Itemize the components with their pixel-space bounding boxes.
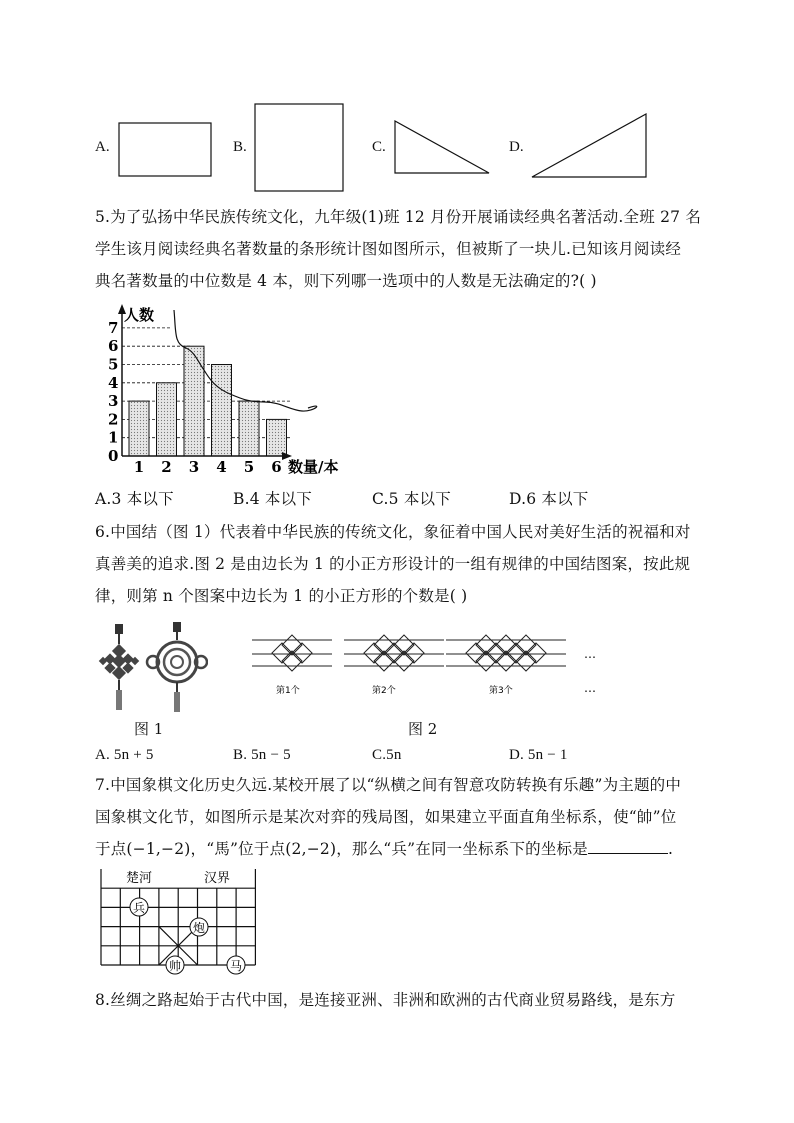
bar-5 [239,401,259,456]
y-tick-labels [108,319,118,465]
pattern-1 [252,635,332,671]
ellipsis-2: … [584,681,596,695]
q5-option-a: A.3 本以下 [95,490,174,508]
svg-text:马: 马 [229,959,243,973]
y-tick-7: 7 [108,318,119,337]
question-7-line-1: 7.中国象棋文化历史久远.某校开展了以“纵横之间有智意攻防转换有乐趣”为主题的中 [95,776,682,794]
ellipsis-1: … [584,647,596,661]
x-tick-5: 5 [243,458,255,476]
y-tick-6: 6 [108,337,119,356]
diamond [292,643,312,663]
option-d-triangle [528,111,653,181]
diamond-upper [496,635,516,655]
question-5-text [95,204,701,295]
y-tick-4: 4 [108,373,119,392]
piece-ma [227,956,245,974]
x-tick-6: 6 [271,458,282,476]
option-a-label: A. [95,139,110,155]
board-grid [101,869,255,965]
bar-2 [157,383,177,456]
question-7-line-3 [95,836,681,863]
y-axis-label: 人数 [124,306,155,324]
q5-option-b: B.4 本以下 [233,490,313,508]
river-left-label: 楚河 [126,871,153,886]
diamond-upper [476,635,496,655]
answer-blank[interactable] [588,839,668,854]
figure-2-patterns [246,628,626,703]
x-tick-labels [134,458,282,476]
question-7-line-3-text: 于点(−1,−2)，“馬”位于点(2,−2)，那么“兵”在同一坐标系下的坐标是 [95,840,588,858]
diamond-upper [282,635,302,655]
x-axis-label: 数量/本 [288,458,339,476]
option-b-label: B. [233,139,247,155]
knot-1-icon [99,624,139,710]
diamond [272,643,292,663]
diamond [506,643,526,663]
y-tick-1: 1 [108,428,119,447]
piece-bing [130,898,148,916]
q5-option-d: D.6 本以下 [509,490,589,508]
question-8-line-1: 8.丝绸之路起始于古代中国，是连接亚洲、非洲和欧洲的古代商业贸易路线，是东方 [95,991,676,1009]
figure-1-label: 图 1 [134,720,164,738]
option-b-square [254,103,346,195]
question-7-text [95,772,681,863]
bar-6 [267,419,287,456]
question-6-line-1: 6.中国结（图 1）代表着中华民族的传统文化，象征着中国人民对美好生活的祝福和对 [95,523,691,541]
piece-shuai [166,956,184,974]
option-c-label: C. [372,139,386,155]
figure-2-label: 图 2 [408,720,438,738]
question-7-line-2: 国象棋文化节，如图所示是某次对弈的残局图，如果建立平面直角坐标系，使“帥”位 [95,808,677,826]
option-c-triangle [393,119,493,177]
diamond-upper [516,635,536,655]
x-tick-3: 3 [188,458,200,476]
river-right-label: 汉界 [204,871,231,886]
question-6-text [95,519,691,610]
y-tick-5: 5 [108,355,119,374]
question-5-line-1: 5.为了弘扬中华民族传统文化，九年级(1)班 12 月份开展诵读经典名著活动.全班 27 名 [95,208,702,226]
bar-3 [184,346,204,456]
question-7-line-3-end: . [667,840,674,858]
diamond [384,643,404,663]
svg-text:帅: 帅 [168,959,182,973]
pattern-3 [446,635,566,671]
y-tick-2: 2 [108,410,119,429]
figure-1-chinese-knots [98,622,208,714]
diamond [364,643,384,663]
option-d-label: D. [509,139,524,155]
diamond-upper [374,635,394,655]
diamond [486,643,506,663]
q6-option-c: C.5n [372,747,402,763]
q6-option-a: A. 5n + 5 [95,747,154,763]
x-tick-2: 2 [161,458,172,476]
question-5-line-3: 典名著数量的中位数是 4 本，则下列哪一选项中的人数是无法确定的?( ) [95,272,597,290]
bar-1 [129,401,149,456]
x-tick-4: 4 [216,458,227,476]
pattern-3-label: 第3个 [489,686,513,696]
question-6-line-2: 真善美的追求.图 2 是由边长为 1 的小正方形设计的一组有规律的中国结图案，按此规 [95,555,691,573]
knot-2-icon [147,622,207,712]
diamond [404,643,424,663]
bar-chart [100,302,360,480]
y-tick-0: 0 [108,447,119,465]
svg-text:兵: 兵 [132,901,146,915]
chess-board [98,866,266,978]
diamond-upper [394,635,414,655]
pattern-1-label: 第1个 [276,686,300,696]
q5-option-c: C.5 本以下 [372,490,451,508]
q6-option-b: B. 5n − 5 [233,747,291,763]
question-5-line-2: 学生该月阅读经典名著数量的条形统计图如图所示，但被斯了一块儿.已知该月阅读经 [95,240,682,258]
question-6-line-3: 律，则第 n 个图案中边长为 1 的小正方形的个数是( ) [95,587,468,605]
pattern-2 [344,635,444,671]
option-a-rectangle [118,122,214,178]
svg-text:炮: 炮 [192,921,206,935]
diamond [466,643,486,663]
q6-option-d: D. 5n − 1 [509,747,568,763]
pattern-2-label: 第2个 [372,686,396,696]
y-tick-3: 3 [108,392,119,411]
piece-pao [190,918,208,936]
x-tick-1: 1 [133,458,145,476]
diamond [526,643,546,663]
bar-4 [212,365,232,457]
